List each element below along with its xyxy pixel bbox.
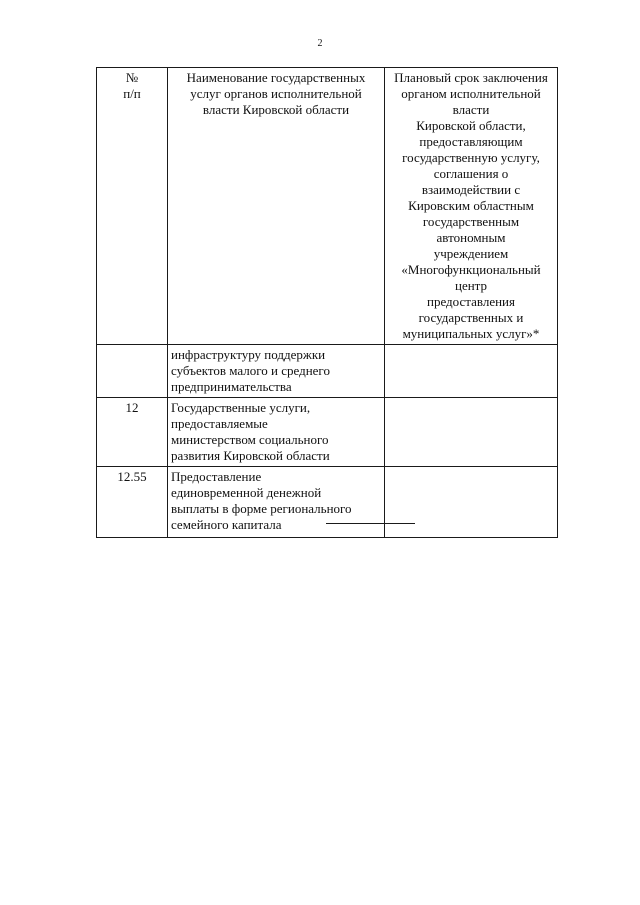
row-name-line: единовременной денежной (171, 485, 322, 500)
row-name-cell (168, 398, 385, 467)
header-deadline-line: Кировским областным (408, 198, 534, 213)
header-name-line: услуг органов исполнительной (190, 86, 362, 101)
header-deadline-line: государственным автономным (422, 214, 520, 245)
row-deadline-cell (385, 345, 558, 398)
row-number-cell: 12 (97, 398, 168, 467)
row-name-line: развития Кировской области (171, 448, 330, 463)
row-deadline-cell (385, 467, 558, 538)
header-deadline-line: государственных и (418, 310, 524, 325)
row-name-line: предоставляемые (171, 416, 268, 431)
table-row (97, 398, 558, 467)
header-deadline-line: государственную услугу, (402, 150, 540, 165)
row-deadline-cell (385, 398, 558, 467)
header-deadline-line: предоставляющим (419, 134, 523, 149)
row-name-line: выплаты в форме регионального (171, 501, 352, 516)
header-number-line: п/п (123, 86, 141, 101)
row-number-cell (97, 345, 168, 398)
header-name-line: власти Кировской области (202, 102, 350, 117)
header-deadline-line: Плановый срок заключения (394, 70, 548, 85)
page-number: 2 (317, 38, 323, 49)
header-deadline-line: соглашения о взаимодействии с (421, 166, 521, 197)
header-deadline-line: муниципальных услуг»* (402, 326, 540, 341)
header-deadline-cell (385, 68, 558, 345)
row-name-line: министерством социального (171, 432, 329, 447)
row-name-cell (168, 345, 385, 398)
row-number-cell: 12.55 (97, 467, 168, 538)
header-name-cell (168, 68, 385, 345)
row-name-line: Предоставление (171, 469, 262, 484)
closing-rule (326, 523, 415, 524)
header-deadline-line: «Многофункциональный центр (401, 262, 541, 293)
header-deadline-line: Кировской области, (416, 118, 526, 133)
services-table (96, 67, 558, 538)
row-name-line: инфраструктуру поддержки (171, 347, 326, 362)
header-name-line: Наименование государственных (186, 70, 366, 85)
table-row (97, 467, 558, 538)
header-number-line: № (125, 70, 139, 85)
row-name-line: Государственные услуги, (171, 400, 311, 415)
row-name-cell (168, 467, 385, 538)
table-row (97, 345, 558, 398)
row-name-line: семейного капитала (171, 517, 282, 532)
table-header-row (97, 68, 558, 345)
header-deadline-line: предоставления (427, 294, 515, 309)
row-name-line: предпринимательства (171, 379, 292, 394)
header-deadline-line: учреждением (433, 246, 509, 261)
header-deadline-line: органом исполнительной власти (401, 86, 541, 117)
header-number-cell (97, 68, 168, 345)
row-name-line: субъектов малого и среднего (171, 363, 330, 378)
